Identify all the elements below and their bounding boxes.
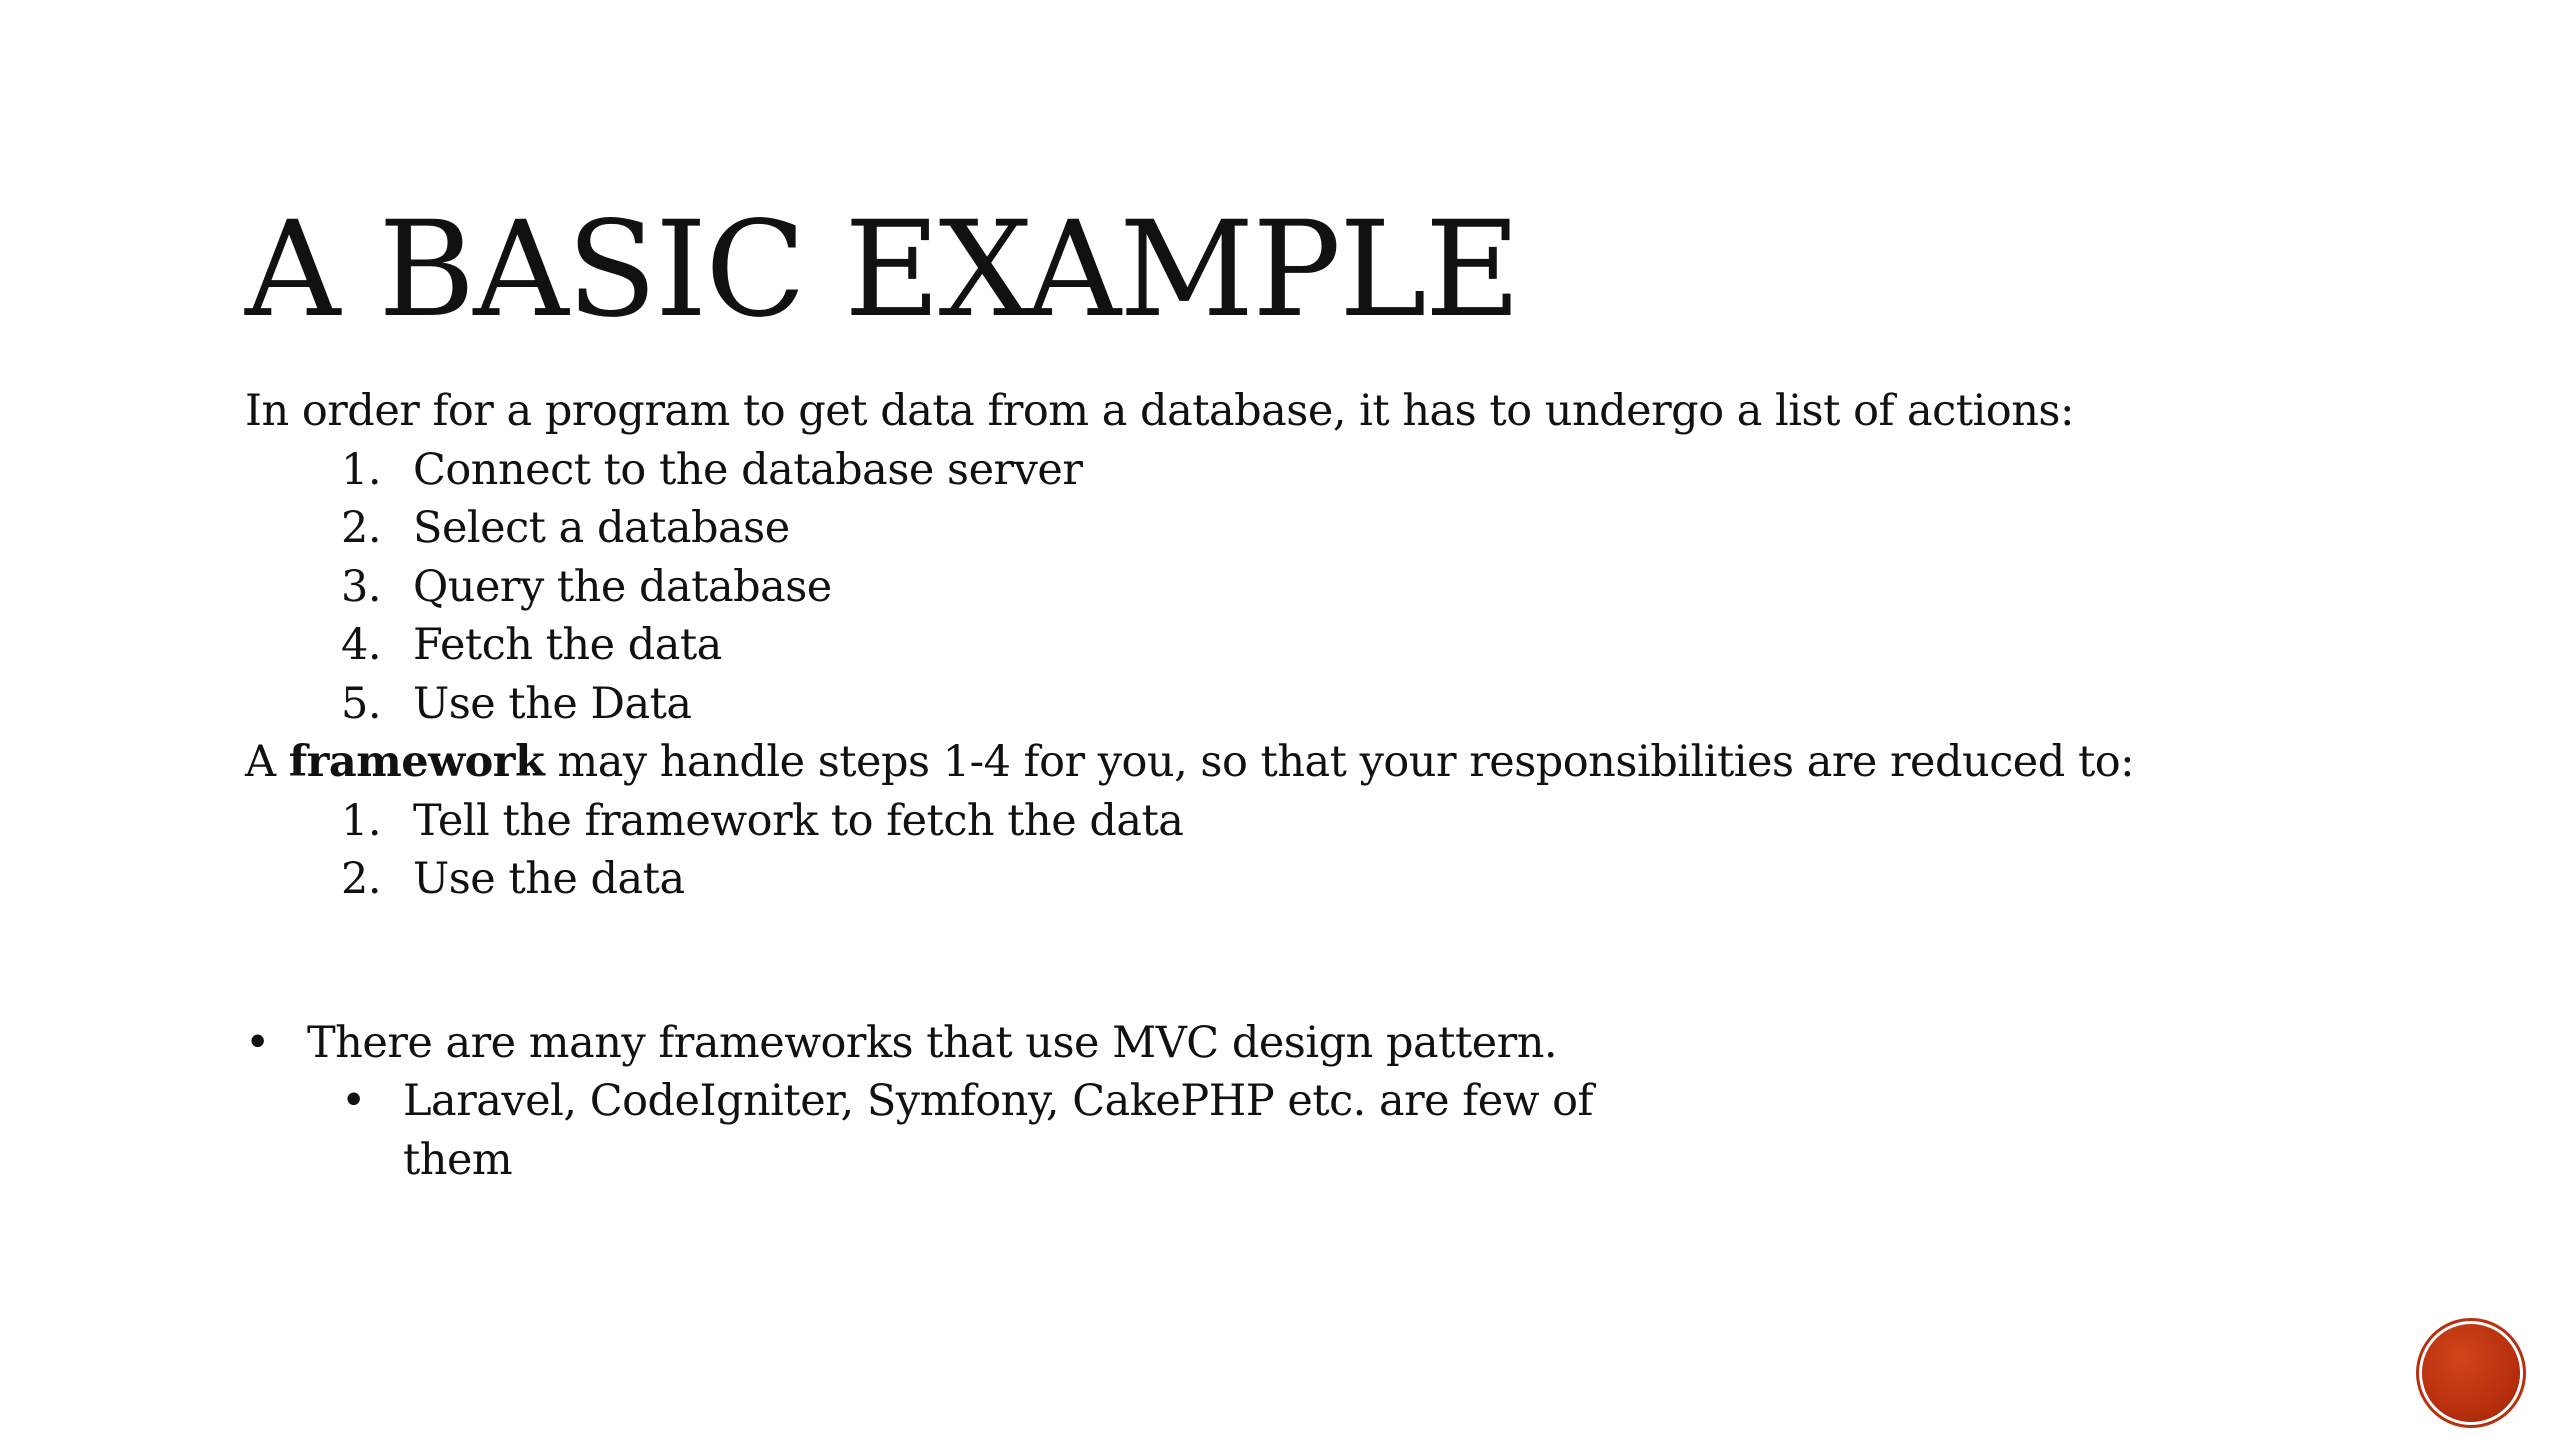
slide-title: A BASIC EXAMPLE bbox=[245, 193, 1520, 347]
bullet-text: There are many frameworks that use MVC design pattern. bbox=[307, 1017, 1558, 1068]
framework-suffix: may handle steps 1-4 for you, so that your responsibilities are reduced to: bbox=[544, 737, 2135, 787]
list-item bbox=[245, 616, 2395, 675]
framework-prefix: A bbox=[245, 737, 289, 787]
list-item-text: Query the database bbox=[413, 561, 832, 612]
list-number: 5. bbox=[341, 678, 382, 729]
list-number: 2. bbox=[341, 503, 382, 553]
sub-bullet-item bbox=[245, 1072, 2395, 1131]
list-item bbox=[245, 558, 2395, 617]
list-item bbox=[245, 675, 2395, 734]
list-number: 2. bbox=[341, 854, 382, 904]
list-item bbox=[245, 792, 2395, 851]
list-number: 1. bbox=[341, 795, 382, 846]
sub-bullet-continuation: them bbox=[403, 1134, 513, 1185]
slide-number-badge bbox=[2422, 1324, 2520, 1422]
framework-text bbox=[245, 733, 2395, 792]
spacer bbox=[245, 909, 2395, 1014]
list-item-text: Tell the framework to fetch the data bbox=[413, 795, 1184, 846]
list-number: 1. bbox=[341, 444, 382, 495]
list-item-text: Use the Data bbox=[413, 678, 692, 729]
list-item bbox=[245, 850, 2395, 909]
list-number: 3. bbox=[341, 561, 382, 612]
list-item-text: Select a database bbox=[413, 503, 790, 553]
bullet-item bbox=[245, 1014, 2395, 1073]
bullet-dot: • bbox=[245, 1017, 270, 1068]
sub-bullet-text: Laravel, CodeIgniter, Symfony, CakePHP etc. are few of bbox=[403, 1076, 1593, 1126]
sub-bullet-dot: • bbox=[341, 1076, 366, 1126]
list-number: 4. bbox=[341, 620, 382, 670]
list-item bbox=[245, 441, 2395, 500]
list-item-text: Use the data bbox=[413, 854, 685, 904]
list-item-text: Fetch the data bbox=[413, 620, 722, 670]
list-item-text: Connect to the database server bbox=[413, 444, 1083, 495]
framework-bold: framework bbox=[288, 737, 545, 787]
intro-text: In order for a program to get data from a database, it has to undergo a list of actions: bbox=[245, 386, 2074, 436]
list-item bbox=[245, 499, 2395, 558]
slide-body bbox=[245, 382, 2395, 1189]
